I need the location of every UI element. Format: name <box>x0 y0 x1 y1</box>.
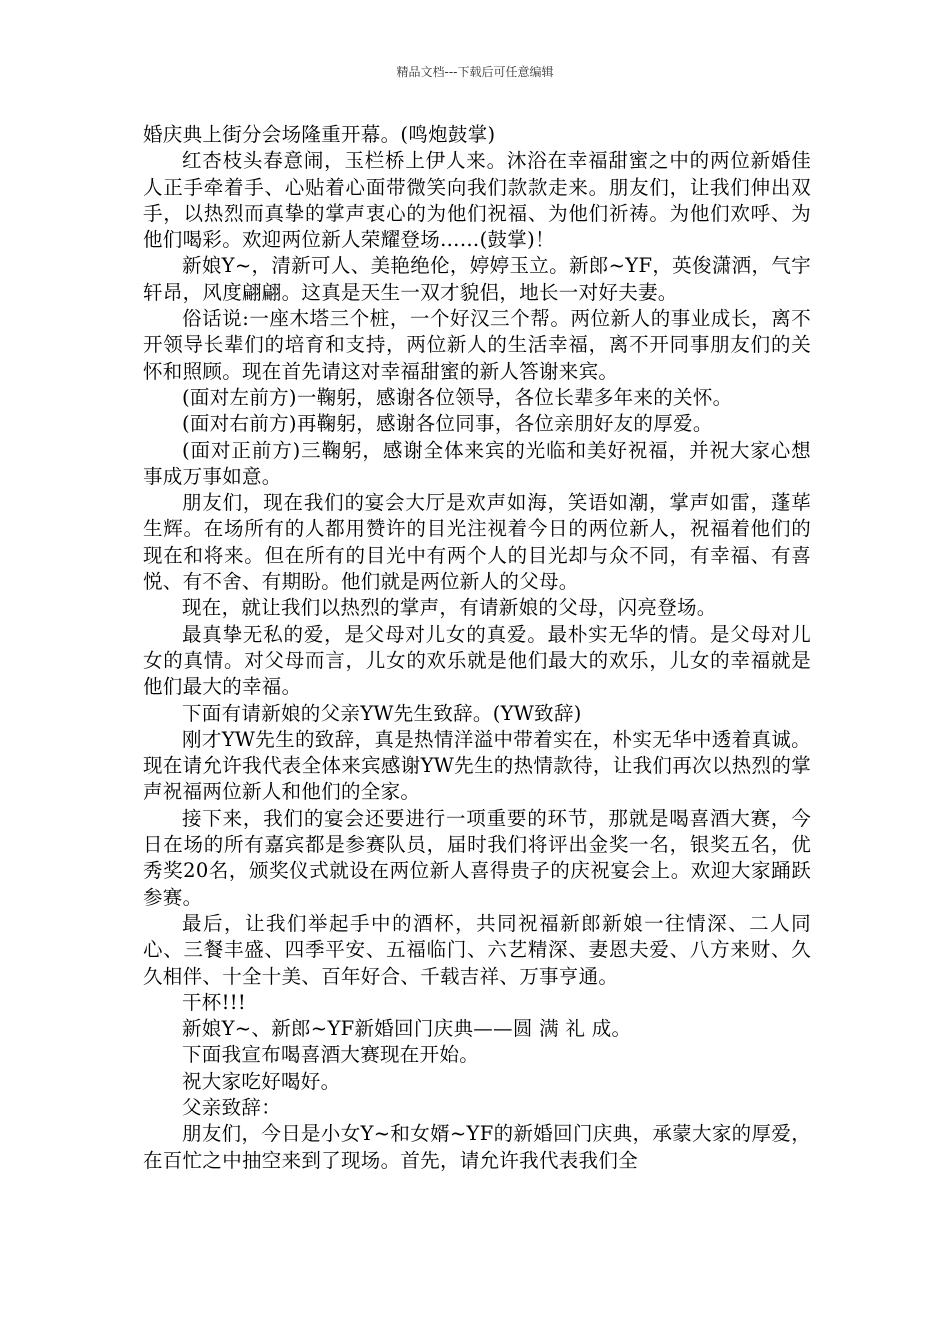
paragraph: 干杯!!! <box>182 990 247 1014</box>
paragraph: 新娘Y~、新郎~YF新婚回门庆典——圆 满 礼 成。 <box>182 1017 632 1041</box>
paragraph: 婚庆典上街分会场隆重开幕。(鸣炮鼓掌) <box>143 123 496 146</box>
paragraph: 现在，就让我们以热烈的掌声，有请新娘的父母，闪亮登场。 <box>182 596 717 620</box>
paragraph: (面对正前方)三鞠躬，感谢全体来宾的光临和美好祝福，并祝大家心想事成万事如意。 <box>143 438 811 488</box>
paragraph: 祝大家吃好喝好。 <box>182 1069 341 1093</box>
paragraph: 刚才YW先生的致辞，真是热情洋溢中带着实在，朴实无华中透着真诚。现在请允许我代表全体来宾感谢YW先生的热情款待，让我们再次以热烈的掌声祝福两位新人和他们的全家。 <box>143 727 811 804</box>
paragraph: 下面有请新娘的父亲YW先生致辞。(YW致辞) <box>182 701 582 725</box>
page-header: 精品文档---下载后可任意编辑 <box>396 65 554 79</box>
paragraph: 最后，让我们举起手中的酒杯，共同祝福新郎新娘一往情深、二人同心、三餐丰盛、四季平安、五福临门、六艺精深、妻恩夫爱、八方来财、久久相伴、十全十美、百年好合、千载吉祥、万事亨通。 <box>143 911 811 988</box>
paragraph: 下面我宣布喝喜酒大赛现在开始。 <box>182 1043 480 1067</box>
paragraph: 俗话说:一座木塔三个桩，一个好汉三个帮。两位新人的事业成长，离不开领导长辈们的培育和支持，两位新人的生活幸福，离不开同事朋友们的关怀和照顾。现在首先请这对幸福甜蜜的新人答谢来宾。 <box>143 307 811 383</box>
document-body <box>143 122 811 1174</box>
paragraph: 朋友们，今日是小女Y~和女婿~YF的新婚回门庆典，承蒙大家的厚爱，在百忙之中抽空来到了现场。首先，请允许我代表我们全 <box>143 1122 811 1172</box>
paragraph: 朋友们，现在我们的宴会大厅是欢声如海，笑语如潮，掌声如雷，蓬荜生辉。在场所有的人都用赞许的目光注视着今日的两位新人，祝福着他们的现在和将来。但在所有的目光中有两个人的目光却与众不同，有幸福、有喜悦、有不舍、有期盼。他们就是两位新人的父母。 <box>143 491 811 594</box>
paragraph: 父亲致辞： <box>182 1095 282 1119</box>
paragraph: (面对右前方)再鞠躬，感谢各位同事，各位亲朋好友的厚爱。 <box>182 412 713 436</box>
paragraph: 最真挚无私的爱，是父母对儿女的真爱。最朴实无华的情。是父母对儿女的真情。对父母而言，儿女的欢乐就是他们最大的欢乐，儿女的幸福就是他们最大的幸福。 <box>143 622 811 699</box>
paragraph: 新娘Y~，清新可人、美艳绝伦，婷婷玉立。新郎~YF，英俊潇洒，气宇轩昂，风度翩翩。这真是天生一双才貌侣，地长一对好夫妻。 <box>143 254 811 304</box>
paragraph: (面对左前方)一鞠躬，感谢各位领导，各位长辈多年来的关怀。 <box>182 385 733 409</box>
paragraph: 红杏枝头春意闹，玉栏桥上伊人来。沐浴在幸福甜蜜之中的两位新婚佳人正手牵着手、心贴着心面带微笑向我们款款走来。朋友们，让我们伸出双手，以热烈而真挚的掌声衷心的为他们祝福、为他们祈祷。为他们欢呼、为他们喝彩。欢迎两位新人荣耀登场……(鼓掌)！ <box>143 149 811 252</box>
paragraph: 接下来，我们的宴会还要进行一项重要的环节，那就是喝喜酒大赛，今日在场的所有嘉宾都是参赛队员，届时我们将评出金奖一名，银奖五名，优秀奖20名，颁奖仪式就设在两位新人喜得贵子的庆祝宴会上。欢迎大家踊跃参赛。 <box>143 806 811 909</box>
